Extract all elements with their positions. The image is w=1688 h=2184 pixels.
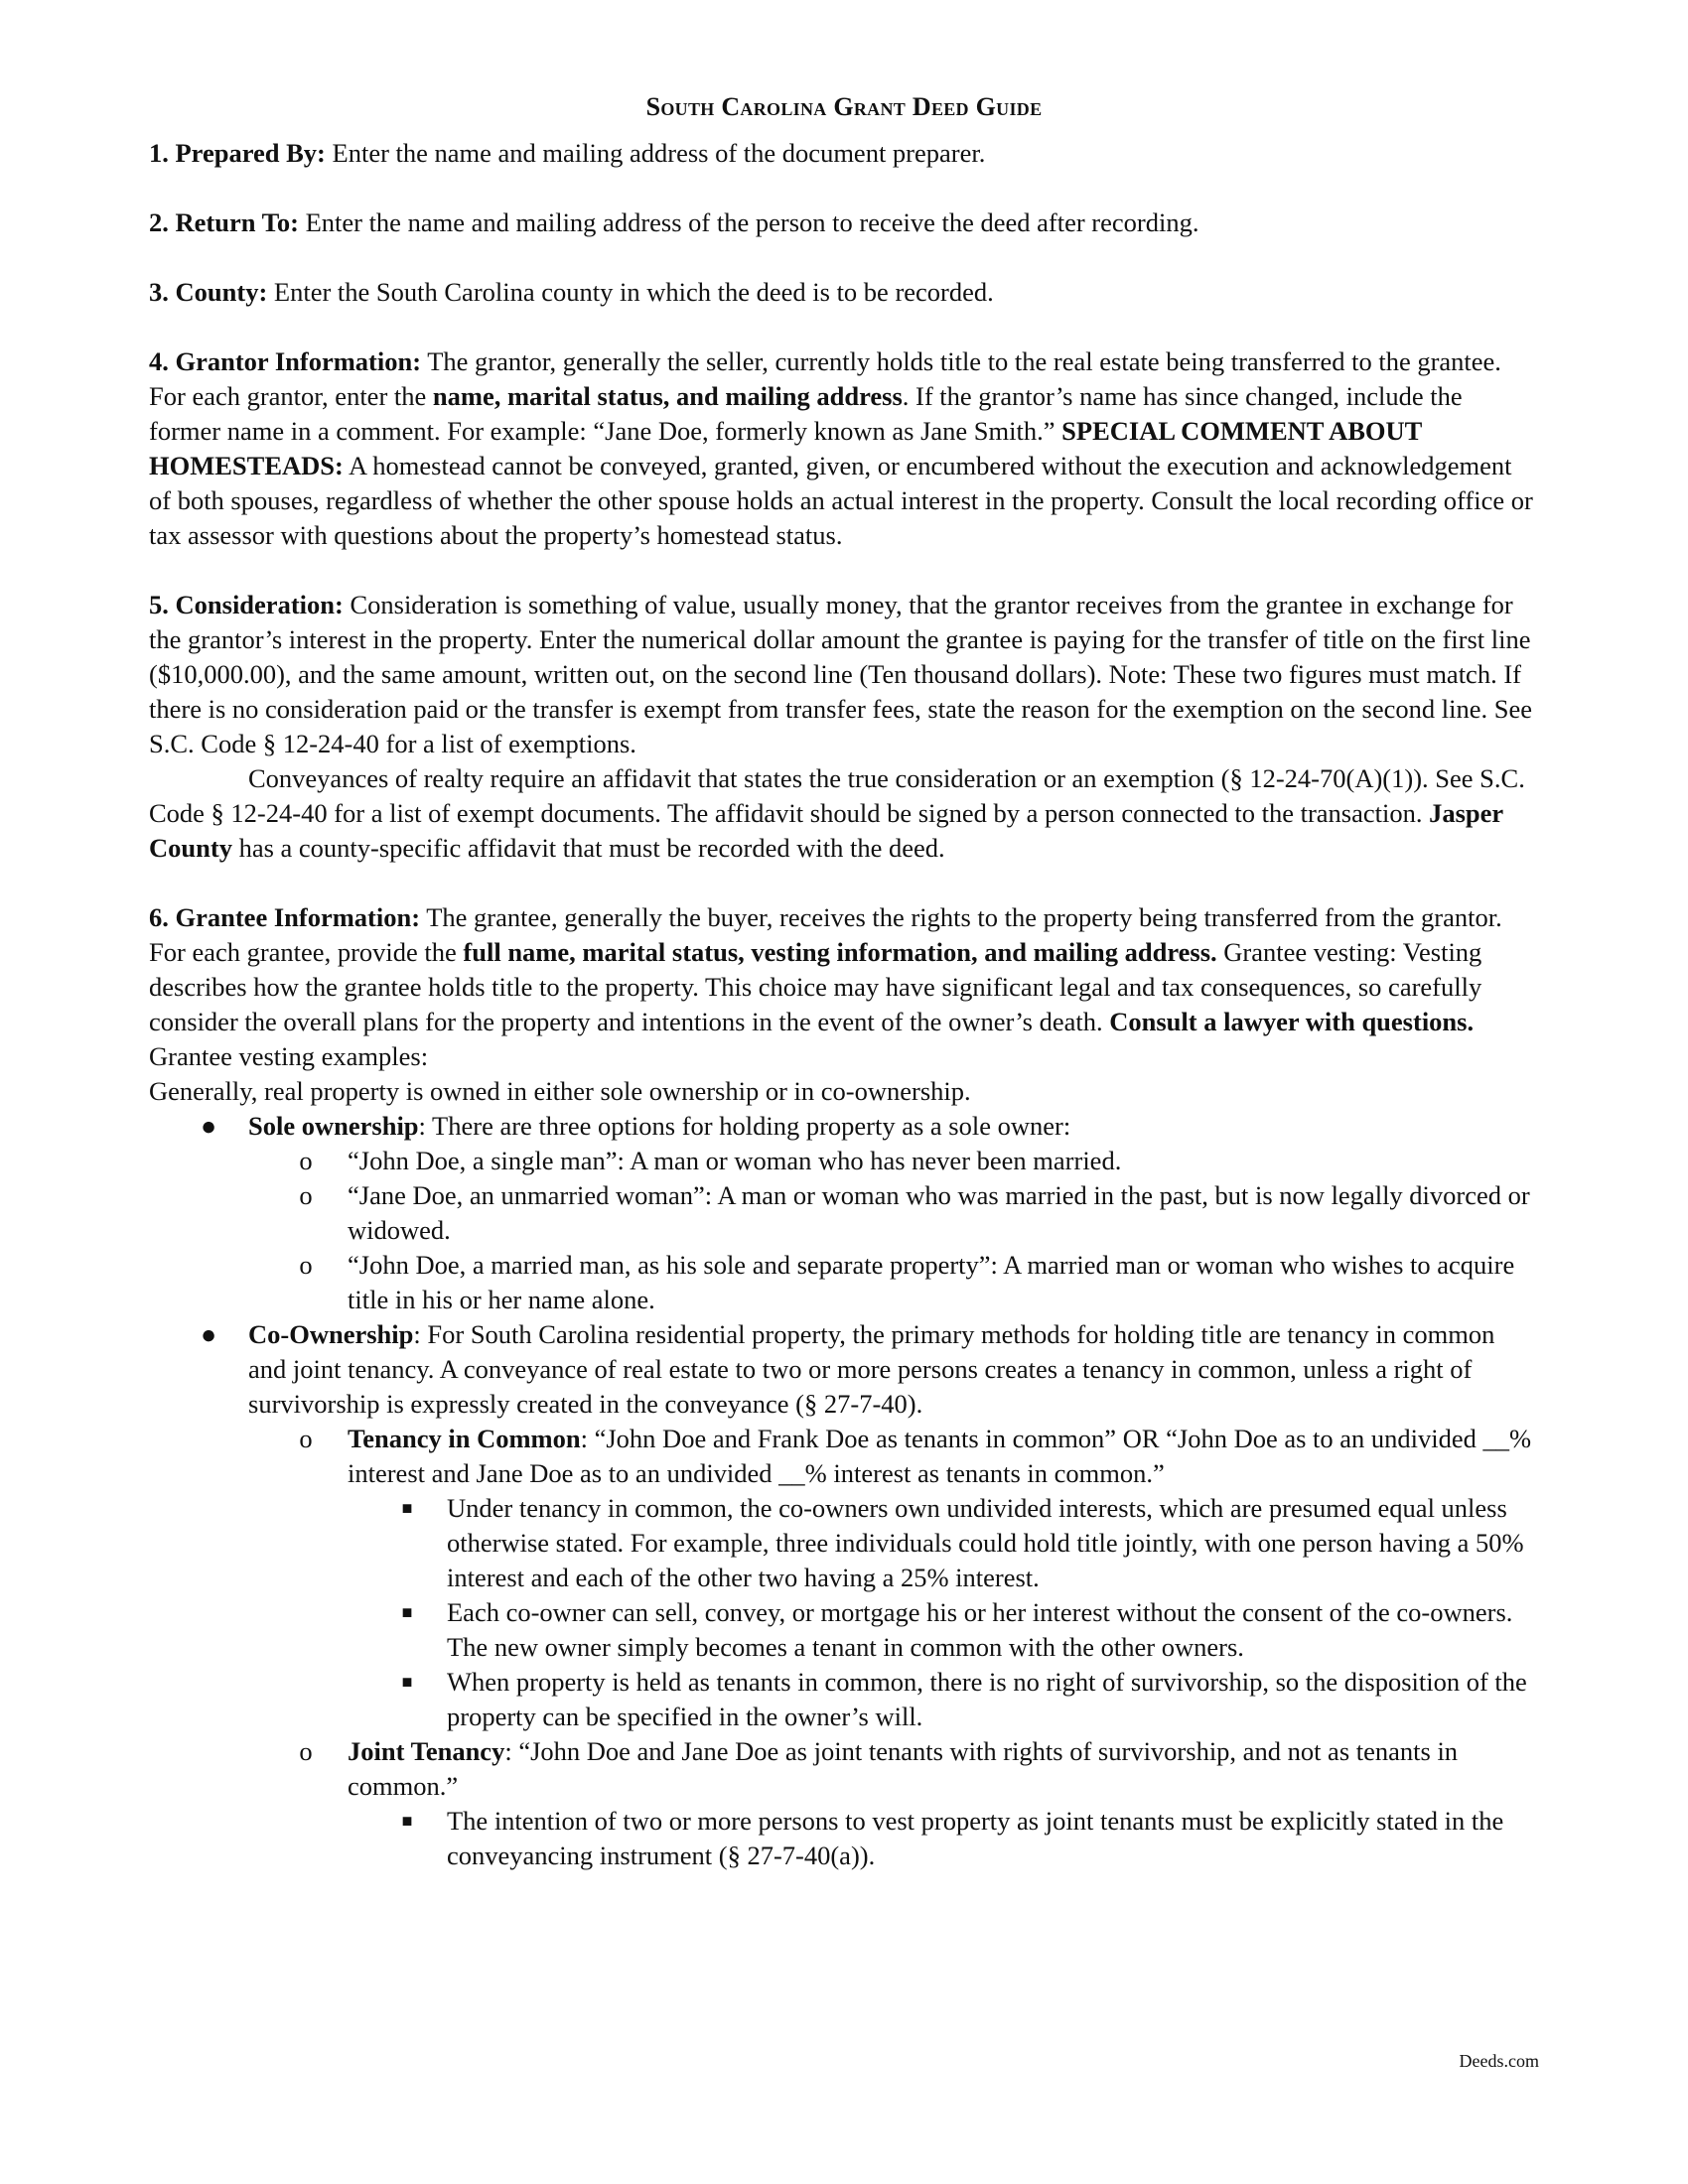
list-item: o “Jane Doe, an unmarried woman”: A man or woman who was married in the past, but is now legally divorced or widowed.	[149, 1178, 1539, 1248]
square-marker: ■	[401, 1672, 413, 1692]
square-marker: ■	[401, 1811, 413, 1831]
section-heading: 2. Return To:	[149, 207, 299, 237]
list-item: ■ The intention of two or more persons to vest property as joint tenants must be explicitly stated in the conveyancing instrument (§ 27-7-40(a)).	[149, 1804, 1539, 1873]
bullet-marker: ●	[200, 1319, 216, 1349]
page-title: South Carolina Grant Deed Guide	[645, 92, 1043, 121]
square-marker: ■	[401, 1498, 413, 1518]
circle-marker: o	[299, 1736, 313, 1766]
list-item-tenancy-in-common: o Tenancy in Common: “John Doe and Frank Doe as tenants in common” OR “John Doe as to an undivided __% interest and Jane Doe as to an undivided __% interest as tenants in common.”	[149, 1422, 1539, 1491]
circle-marker: o	[299, 1146, 313, 1175]
square-marker: ■	[401, 1602, 413, 1622]
vesting-list	[149, 1109, 1539, 1873]
list-item: o “John Doe, a single man”: A man or woman who has never been married.	[149, 1144, 1539, 1178]
section-prepared-by: 1. Prepared By: Enter the name and mailing address of the document preparer.	[149, 138, 986, 168]
section-heading: 4. Grantor Information:	[149, 346, 422, 376]
bullet-marker: ●	[200, 1111, 216, 1141]
vesting-examples-label: Grantee vesting examples:	[149, 1041, 429, 1071]
section-grantor-information: 4. Grantor Information: The grantor, generally the seller, currently holds title to the real estate being transferred to the grantee. For each grantor, enter the name, marital status, and mailing address. If the grantor’s name has since changed, include the former name in a comment. For example: “Jane Doe, formerly known as Jane Smith.” SPECIAL COMMENT ABOUT HOMESTEADS: A homestead cannot be conveyed, granted, given, or encumbered without the execution and acknowledgement of both spouses, regardless of whether the other spouse holds an actual interest in the property. Consult the local recording office or tax assessor with questions about the property’s homestead status.	[149, 346, 1533, 550]
list-item: o “John Doe, a married man, as his sole and separate property”: A married man or woman who wishes to acquire title in his or her name alone.	[149, 1248, 1539, 1317]
list-item: ■ Under tenancy in common, the co-owners own undivided interests, which are presumed equal unless otherwise stated. For example, three individuals could hold title jointly, with one person having a 50% interest and each of the other two having a 25% interest.	[149, 1491, 1539, 1595]
section-grantee-information: 6. Grantee Information: The grantee, generally the buyer, receives the rights to the property being transferred from the grantor. For each grantee, provide the full name, marital status, vesting information, and mailing address. Grantee vesting: Vesting describes how the grantee holds title to the property. This choice may have significant legal and tax consequences, so carefully consider the overall plans for the property and intentions in the event of the owner’s death. Consult a lawyer with questions.	[149, 902, 1502, 1036]
list-item-sole-ownership: ● Sole ownership: There are three options for holding property as a sole owner:	[149, 1109, 1539, 1144]
circle-marker: o	[299, 1250, 313, 1280]
section-heading: 6. Grantee Information:	[149, 902, 421, 932]
section-heading: 5. Consideration:	[149, 590, 344, 619]
document-page	[149, 89, 1539, 1873]
list-item: ■ When property is held as tenants in common, there is no right of survivorship, so the disposition of the property can be specified in the owner’s will.	[149, 1665, 1539, 1734]
section-consideration: 5. Consideration: Consideration is something of value, usually money, that the grantor receives from the grantee in exchange for the grantor’s interest in the property. Enter the numerical dollar amount the grantee is paying for the transfer of title on the first line ($10,000.00), and the same amount, written out, on the second line (Ten thousand dollars). Note: These two figures must match. If there is no consideration paid or the transfer is exempt from transfer fees, state the reason for the exemption on the second line. See S.C. Code § 12-24-40 for a list of exemptions.	[149, 590, 1532, 758]
list-item-co-ownership: ● Co-Ownership: For South Carolina residential property, the primary methods for holding title are tenancy in common and joint tenancy. A conveyance of real estate to two or more persons creates a tenancy in common, unless a right of survivorship is expressly created in the conveyance (§ 27-7-40).	[200, 1319, 1495, 1419]
section-county: 3. County: Enter the South Carolina county in which the deed is to be recorded.	[149, 277, 994, 307]
list-item: ■ Each co-owner can sell, convey, or mortgage his or her interest without the consent of the co-owners. The new owner simply becomes a tenant in common with the other owners.	[149, 1595, 1539, 1665]
section-return-to: 2. Return To: Enter the name and mailing address of the person to receive the deed after recording.	[149, 207, 1199, 237]
section-heading: 1. Prepared By:	[149, 138, 326, 168]
ownership-intro: Generally, real property is owned in either sole ownership or in co-ownership.	[149, 1076, 971, 1106]
footer-source: Deeds.com	[1459, 2051, 1539, 2071]
list-item-joint-tenancy: o Joint Tenancy: “John Doe and Jane Doe as joint tenants with rights of survivorship, and not as tenants in common.”	[149, 1734, 1539, 1804]
circle-marker: o	[299, 1424, 313, 1453]
consideration-affidavit-paragraph: Conveyances of realty require an affidavit that states the true consideration or an exemption (§ 12-24-70(A)(1)). See S.C. Code § 12-24-40 for a list of exempt documents. The affidavit should be signed by a person connected to the transaction. Jasper County has a county-specific affidavit that must be recorded with the deed.	[149, 763, 1525, 863]
section-heading: 3. County:	[149, 277, 268, 307]
homestead-comment-heading: SPECIAL COMMENT ABOUT HOMESTEADS:	[149, 416, 1422, 480]
circle-marker: o	[299, 1180, 313, 1210]
